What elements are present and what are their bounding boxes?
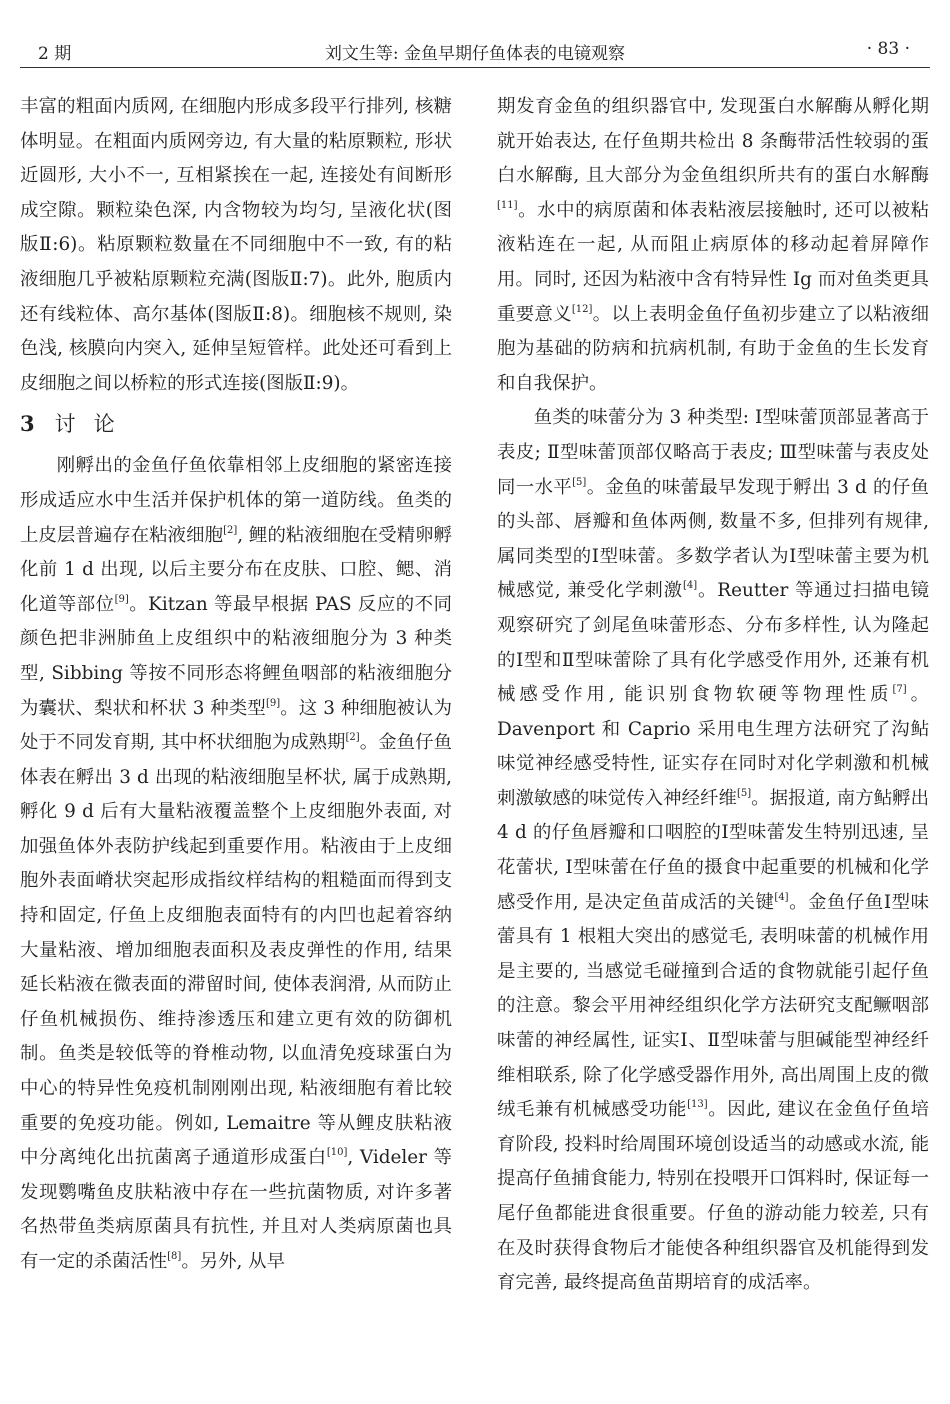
section-number: 3 xyxy=(20,411,35,437)
citation-ref: [12] xyxy=(571,303,593,315)
text-run: , Videler 等发现鹦嘴鱼皮肤粘液中存在一些抗菌物质, 对许多著名热带鱼类病原菌具有抗性, 并且对人类病原菌也具有一定的杀菌活性 xyxy=(20,1147,452,1272)
right-column xyxy=(497,90,929,1301)
text-run: 。以上表明金鱼仔鱼初步建立了以粘液细胞为基础的防病和抗病机制, 有助于金鱼的生长发育和自我保护。 xyxy=(497,303,929,394)
discussion-paragraph-1 xyxy=(20,449,452,1279)
text-run: 。据报道, 南方鲇孵出 4 d 的仔鱼唇瓣和口咽腔的Ⅰ型味蕾发生特别迅速, 呈花蕾状, Ⅰ型味蕾在仔鱼的摄食中起重要的机械和化学感受作用, 是决定鱼苗成活的关键 xyxy=(497,787,929,913)
issue-label: 2 期 xyxy=(38,44,72,64)
text-run: 。Davenport 和 Caprio 采用电生理方法研究了沟鲇味觉神经感受特性, 证实存在同时对化学刺激和机械刺激敏感的味觉传入神经纤维 xyxy=(497,684,929,809)
citation-ref: [2] xyxy=(223,524,238,536)
page-number: · 83 · xyxy=(866,39,910,59)
citation-ref: [7] xyxy=(892,684,907,696)
text-run: 鱼类的味蕾分为 3 种类型: Ⅰ型味蕾顶部显著高于表皮; Ⅱ型味蕾顶部仅略高于表皮; Ⅲ型味蕾与表皮处同一水平 xyxy=(497,407,929,498)
citation-ref: [2] xyxy=(345,732,360,744)
text-run: 。Kitzan 等最早根据 PAS 反应的不同颜色把非洲肺鱼上皮组织中的粘液细胞分为 3 种类型, Sibbing 等按不同形态将鲤鱼咽部的粘液细胞分为囊状、梨状和杯状 3 种类型 xyxy=(20,593,452,719)
text-run: 。Reutter 等通过扫描电镜观察研究了剑尾鱼味蕾形态、分布多样性, 认为隆起的Ⅰ型和Ⅱ型味蕾除了具有化学感受作用外, 还兼有机械感受作用, 能识别食物软硬等物理性质 xyxy=(497,580,929,706)
citation-ref: [9] xyxy=(114,593,129,605)
text-run: 。金鱼仔鱼Ⅰ型味蕾具有 1 根粗大突出的感觉毛, 表明味蕾的机械作用是主要的, 当感觉毛碰撞到合适的食物就能引起仔鱼的注意。黎会平用神经组织化学方法研究支配鳜咽部味蕾的神经属性, 证实Ⅰ、Ⅱ型味蕾与胆碱能型神经纤维相联系, 除了化学感受器作用外, 高出周围上皮的微绒毛兼有机械感受功能 xyxy=(497,891,929,1121)
discussion-paragraph-1-continued xyxy=(497,90,929,401)
citation-ref: [4] xyxy=(774,891,789,903)
citation-ref: [5] xyxy=(736,787,752,799)
text-run: 。水中的病原菌和体表粘液层接触时, 还可以被粘液粘连在一起, 从而阻止病原体的移动起着屏障作用。同时, 还因为粘液中含有特异性 Ig 而对鱼类更具重要意义 xyxy=(497,199,929,325)
text-run: , 鲤的粘液细胞在受精卵孵化前 1 d 出现, 以后主要分布在皮肤、口腔、鳃、消化道等部位 xyxy=(20,524,452,615)
page-header xyxy=(20,33,930,68)
citation-ref: [11] xyxy=(497,199,518,211)
text-run: 刚孵出的金鱼仔鱼依靠相邻上皮细胞的紧密连接形成适应水中生活并保护机体的第一道防线。鱼类的上皮层普遍存在粘液细胞 xyxy=(20,455,452,546)
text-run: 。金鱼仔鱼体表在孵出 3 d 出现的粘液细胞呈杯状, 属于成熟期, 孵化 9 d 后有大量粘液覆盖整个上皮细胞外表面, 对加强鱼体外表防护线起到重要作用。粘液由于上皮细胞外表面嵴状突起形成指纹样结构的粗糙面而得到支持和固定, 仔鱼上皮细胞表面特有的内凹也起着容纳大量粘液、增加细胞表面积及表皮弹性的作用, 结果延长粘液在微表面的滞留时间, 使体表润滑, 从而防止仔鱼机械损伤、维持渗透压和建立更有效的防御机制。鱼类是较低等的脊椎动物, 以血清免疫球蛋白为中心的特异性免疫机制刚刚出现, 粘液细胞有着比较重要的免疫功能。例如, Lemaitre 等从鲤皮肤粘液中分离纯化出抗菌离子通道形成蛋白 xyxy=(20,732,452,1169)
text-run: 。另外, 从早 xyxy=(181,1251,285,1272)
running-title: 刘文生等: 金鱼早期仔鱼体表的电镜观察 xyxy=(324,44,626,64)
section-title: 讨论 xyxy=(54,412,133,437)
paragraph-continued: 丰富的粗面内质网, 在细胞内形成多段平行排列, 核糖体明显。在粗面内质网旁边, 有大量的粘原颗粒, 形状近圆形, 大小不一, 互相紧挨在一起, 连接处有间断形成空隙。颗粒染色深, 内含物较为均匀, 呈液化状(图版Ⅱ:6)。粘原颗粒数量在不同细胞中不一致, 有的粘液细胞几乎被粘原颗粒充满(图版Ⅱ:7)。此外, 胞质内还有线粒体、高尔基体(图版Ⅱ:8)。细胞核不规则, 染色浅, 核膜向内突入, 延伸呈短管样。此处还可看到上皮细胞之间以桥粒的形式连接(图版Ⅱ:9)。 xyxy=(20,96,452,394)
citation-ref: [4] xyxy=(682,580,698,592)
section-heading xyxy=(20,407,452,441)
text-run: 期发育金鱼的组织器官中, 发现蛋白水解酶从孵化期就开始表达, 在仔鱼期共检出 8 条酶带活性较弱的蛋白水解酶, 且大部分为金鱼组织所共有的蛋白水解酶 xyxy=(497,96,929,187)
discussion-paragraph-2 xyxy=(497,401,929,1300)
citation-ref: [10] xyxy=(326,1147,348,1159)
citation-ref: [13] xyxy=(687,1099,708,1111)
left-column xyxy=(20,90,452,1280)
citation-ref: [5] xyxy=(572,476,587,488)
text-run: 。这 3 种细胞被认为处于不同发育期, 其中杯状细胞为成熟期 xyxy=(20,697,452,754)
citation-ref: [9] xyxy=(265,697,281,709)
text-run: 。金鱼的味蕾最早发现于孵出 3 d 的仔鱼的头部、唇瓣和鱼体两侧, 数量不多, 但排列有规律, 属同类型的Ⅰ型味蕾。多数学者认为Ⅰ型味蕾主要为机械感觉, 兼受化学刺激 xyxy=(497,476,929,602)
text-run: 。因此, 建议在金鱼仔鱼培育阶段, 投料时给周围环境创设适当的动感或水流, 能提高仔鱼捕食能力, 特别在投喂开口饵料时, 保证每一尾仔鱼都能进食很重要。仔鱼的游动能力较差, 只有在及时获得食物后才能使各种组织器官及机能得到发育完善, 最终提高鱼苗期培育的成活率。 xyxy=(497,1099,929,1294)
citation-ref: [8] xyxy=(167,1251,182,1262)
